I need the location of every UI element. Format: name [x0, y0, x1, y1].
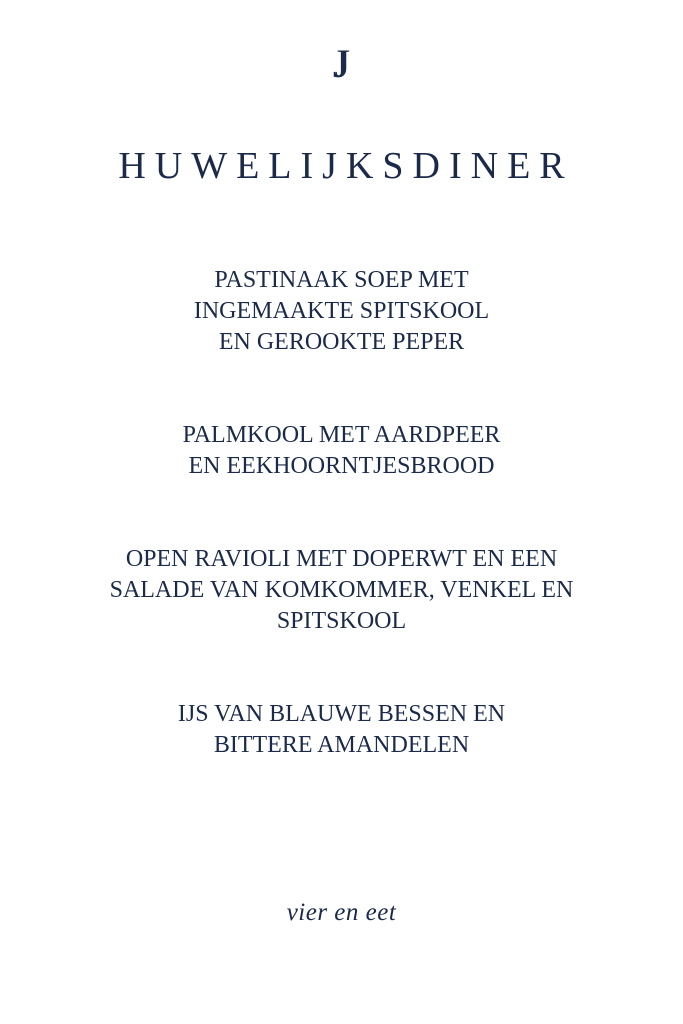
course-line: IJS VAN BLAUWE BESSEN EN: [177, 701, 506, 727]
monogram: JJ: [332, 41, 337, 86]
menu-title: HUWELIJKSDINER: [118, 145, 574, 187]
course-dessert: [0, 699, 683, 761]
course-line: EN GEROOKTE PEPER: [218, 329, 465, 355]
course-line: PASTINAAK SOEP MET: [214, 267, 469, 293]
course-line: PALMKOOL MET AARDPEER: [182, 422, 501, 448]
course-starter: [0, 265, 683, 358]
course-line: OPEN RAVIOLI MET DOPERWT EN EEN: [125, 546, 558, 572]
course-main: [0, 544, 683, 637]
course-second: [0, 420, 683, 482]
closing-signature: vier en eet: [286, 899, 397, 926]
course-line: EN EEKHOORNTJESBROOD: [188, 453, 495, 479]
course-line: SALADE VAN KOMKOMMER, VENKEL EN: [109, 577, 574, 603]
course-line: SPITSKOOL: [276, 608, 407, 634]
course-line: BITTERE AMANDELEN: [213, 732, 470, 758]
course-line: INGEMAAKTE SPITSKOOL: [193, 298, 490, 324]
